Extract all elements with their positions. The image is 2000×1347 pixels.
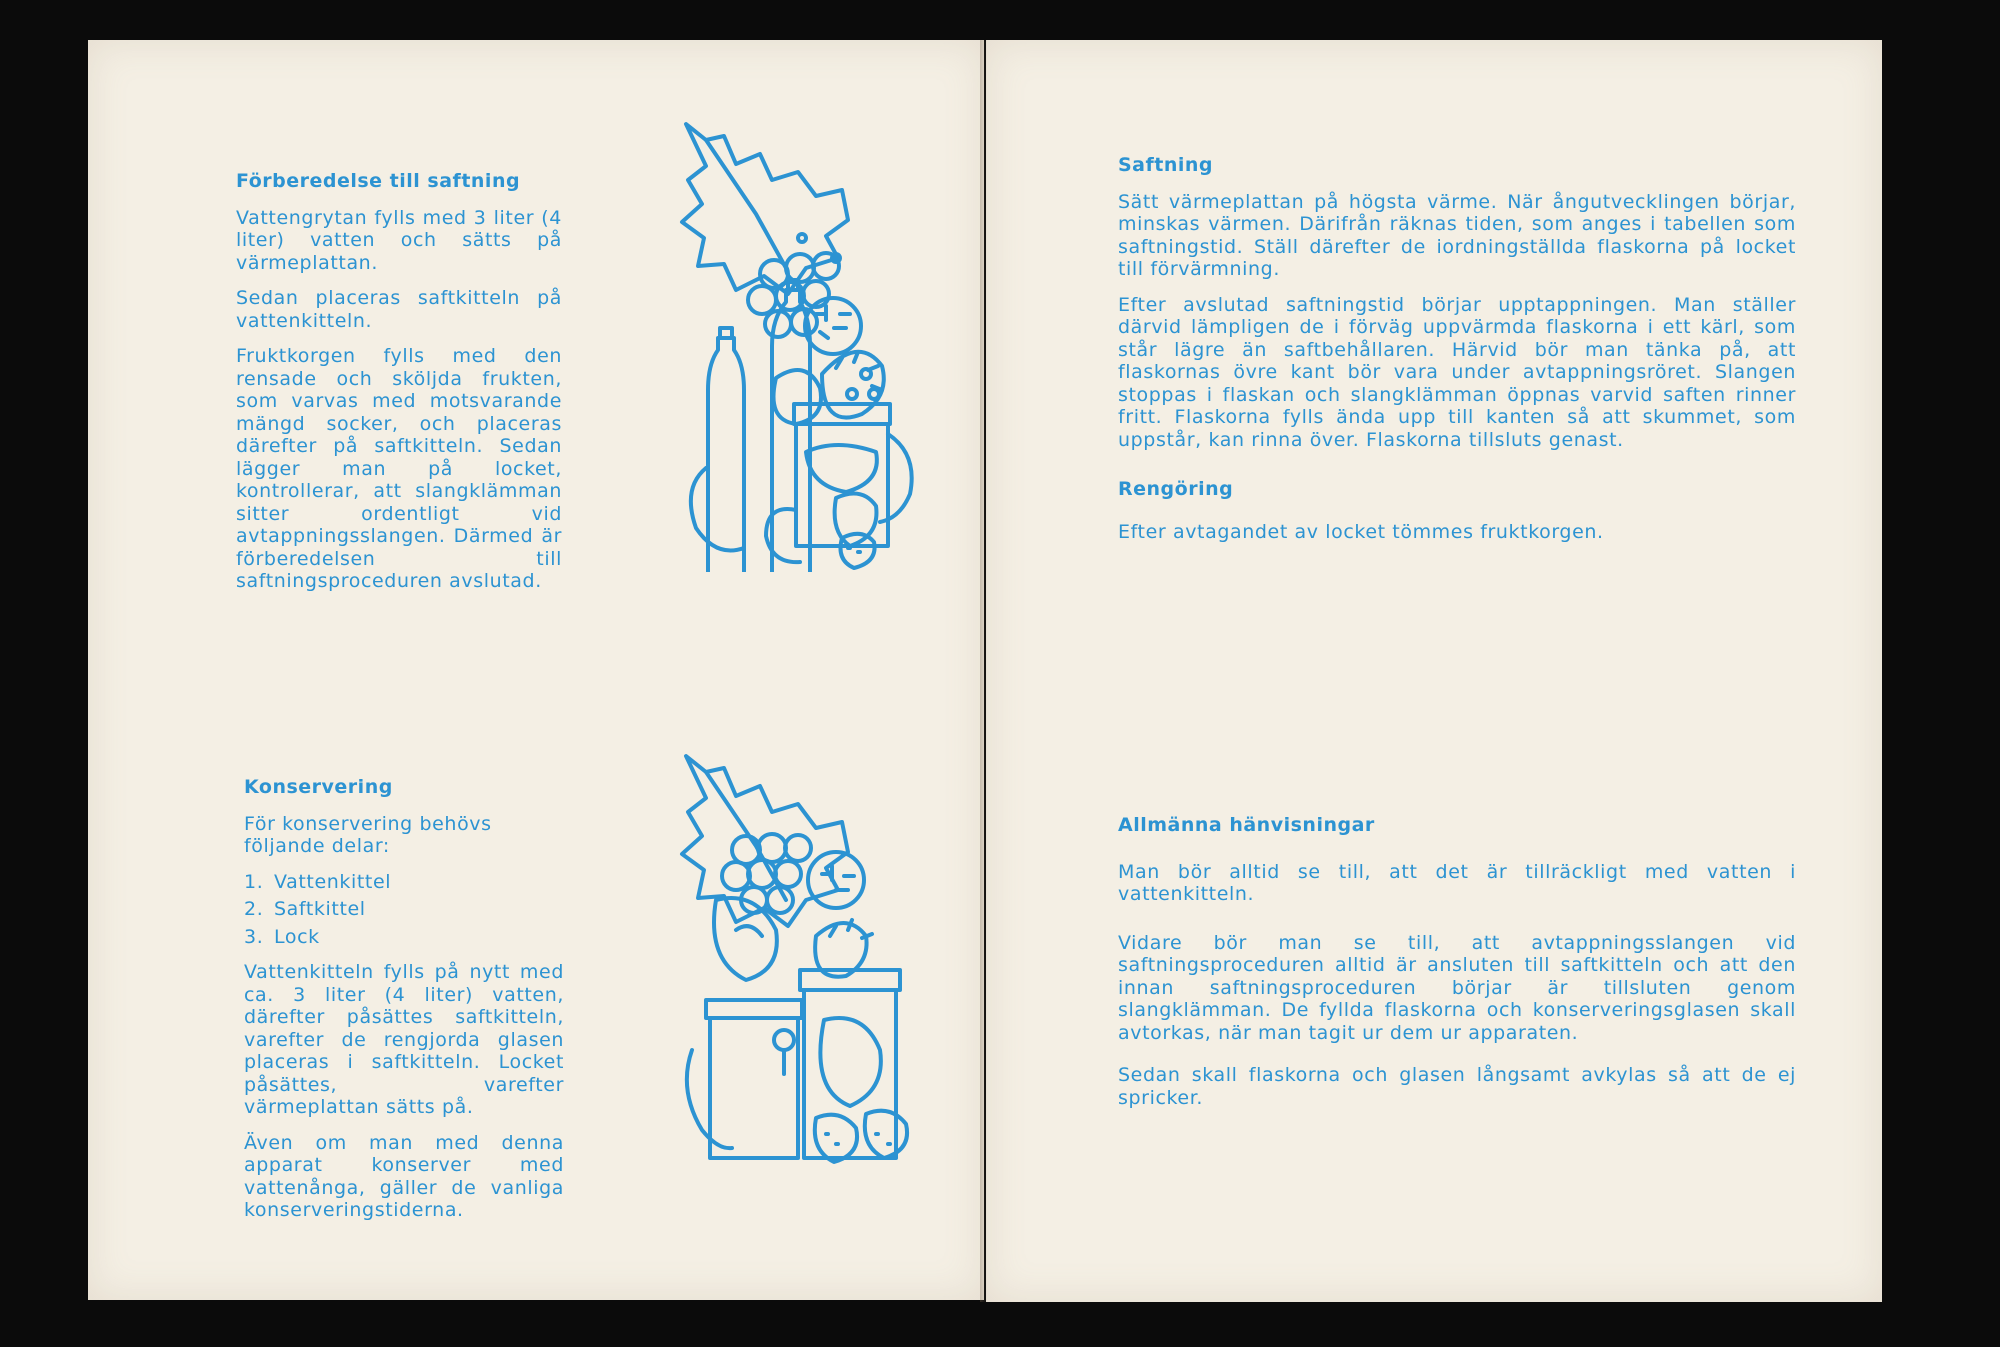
- prep-paragraph-1: Vattengrytan fylls med 3 liter (4 liter) vatten och sätts på värmeplattan.: [236, 206, 562, 274]
- konservering-intro: För konservering behövs följande delar:: [244, 812, 492, 857]
- prep-section: [236, 170, 562, 606]
- list-item: 2. Saftkittel: [244, 898, 366, 920]
- prep-paragraph-3: Fruktkorgen fylls med den rensade och sköljda frukten, som varvas med motsvarande mängd socker, och placeras därefter på saftkitteln. Sedan lägger man på locket, kontrollerar, att slangklämman sitter ordentligt vid avtappningsslangen. Därmed är förberedelsen till saftningsproceduren avslutad.: [236, 345, 562, 592]
- saftning-heading: Saftning: [1118, 154, 1214, 176]
- rengoring-section: [1118, 478, 1796, 556]
- saftning-paragraph-1: Sätt värmeplattan på högsta värme. När ångutvecklingen börjar, minskas värmen. Därifrån räknas tiden, som anges i tabellen som saftningstid. Ställ därefter de iordningställda flaskorna på locket till förvärmning.: [1118, 190, 1796, 280]
- prep-paragraph-2: Sedan placeras saftkitteln på vattenkitteln.: [236, 287, 562, 332]
- fruit-bottles-illustration: [676, 118, 936, 572]
- list-item: 1. Vattenkittel: [244, 870, 392, 893]
- allmanna-paragraph-1: Man bör alltid se till, att det är tillräckligt med vatten i vattenkitteln.: [1118, 860, 1796, 905]
- rengoring-paragraph: Efter avtagandet av locket tömmes fruktkorgen.: [1118, 520, 1604, 543]
- konservering-paragraph-1: Vattenkitteln fylls på nytt med ca. 3 liter (4 liter) vatten, därefter påsättes saftkitteln, varefter de rengjorda glasen placeras i saftkitteln. Locket påsättes, varefter värmeplattan sätts på.: [244, 961, 564, 1118]
- fruit-jars-illustration: [676, 750, 936, 1170]
- saftning-section: [1118, 154, 1796, 464]
- list-item: 3. Lock: [244, 925, 320, 948]
- allmanna-paragraph-3: Sedan skall flaskorna och glasen långsamt avkylas så att de ej spricker.: [1118, 1064, 1796, 1109]
- konservering-paragraph-2: Även om man med denna apparat konserver med vattenånga, gäller de vanliga konserveringstiderna.: [244, 1131, 564, 1221]
- prep-heading: Förberedelse till saftning: [236, 170, 521, 192]
- book-gutter: [980, 40, 992, 1302]
- saftning-paragraph-2: Efter avslutad saftningstid börjar upptappningen. Man ställer därvid lämpligen de i förväg uppvärmda flaskorna i ett kärl, som står lägre än saftbehållaren. Härvid bör man tänka på, att flaskornas övre kant bör vara under avtappningsröret. Slangen stoppas i flaskan och slangklämman öppnas varvid saften rinner fritt. Flaskorna fylls ända upp till kanten så att skummet, som uppstår, kan rinna över. Flaskorna tillsluts genast.: [1118, 293, 1796, 451]
- konservering-section: [244, 776, 564, 1235]
- rengoring-heading: Rengöring: [1118, 478, 1234, 500]
- parts-list: [244, 871, 564, 949]
- allmanna-section: [1118, 814, 1796, 1122]
- allmanna-paragraph-2: Vidare bör man se till, att avtappningsslangen vid saftningsproceduren alltid är ansluten till saftkitteln och att den innan saftningsproceduren börjar är tillsluten genom slangklämman. De fyllda flaskorna och konserveringsglasen skall avtorkas, när man tagit ur dem ur apparaten.: [1118, 931, 1796, 1044]
- konservering-heading: Konservering: [244, 776, 393, 798]
- allmanna-heading: Allmänna hänvisningar: [1118, 814, 1375, 836]
